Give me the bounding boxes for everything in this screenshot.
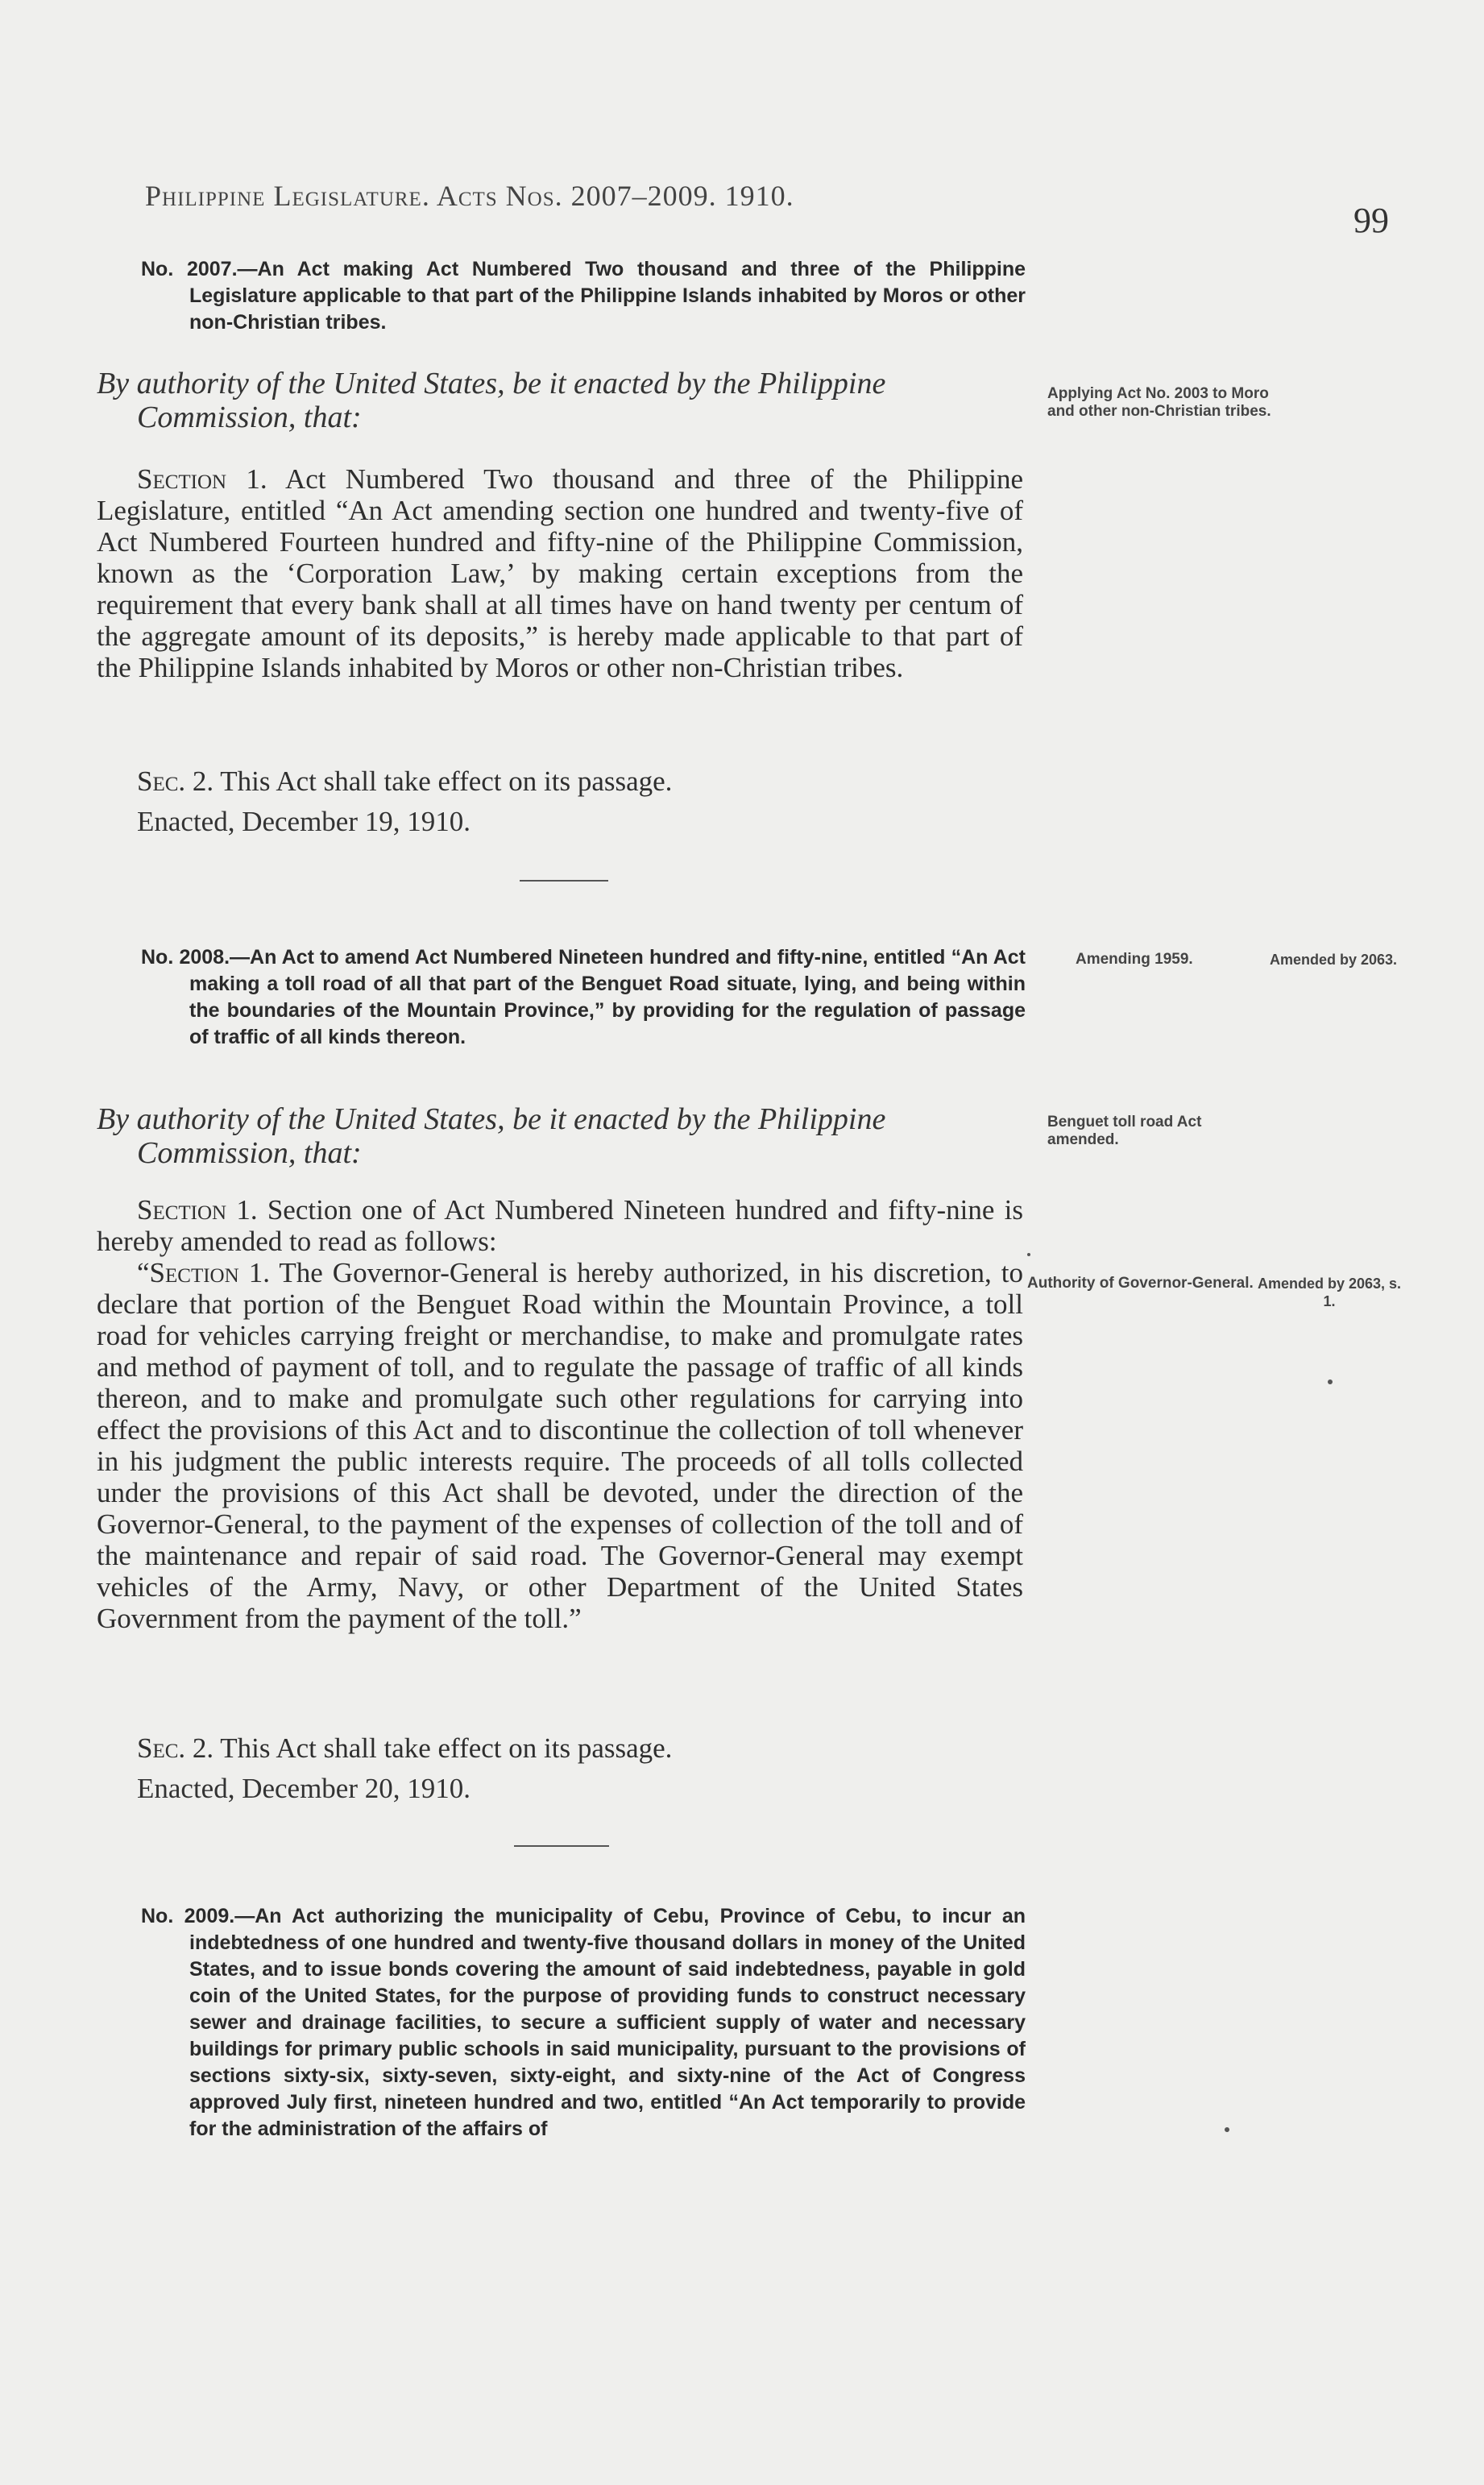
margin-note-toll-road: Benguet toll road Act amended. (1047, 1114, 1202, 1148)
act-2008-quoted-section-label: “Section 1. (137, 1257, 270, 1288)
act-2008-section-1-label: Section 1. (137, 1194, 258, 1226)
margin-note-amended-by: Amended by 2063. (1269, 952, 1398, 968)
page-number: 99 (1353, 201, 1389, 240)
section-divider (514, 1845, 609, 1847)
act-2007-authority-line1: By authority of the United States, be it enacted by the Philippine (97, 367, 886, 400)
act-2007-authority-line2: Commission, that: (137, 400, 362, 434)
act-2008-section-2-label: Sec. 2. (137, 1732, 214, 1764)
act-2007-title: —An Act making Act Numbered Two thousand and three of the Philippine Legislature applicable to that part of the Philippine Islands inhabited by Moros or other non-Christian tribes. (189, 258, 1026, 334)
act-2007-section-2 (97, 765, 1023, 797)
act-2008-enacting-clause (97, 1102, 1031, 1170)
running-header: Philippine Legislature. Acts Nos. 2007–2009. 1910. (145, 180, 794, 212)
scan-speck (1328, 1379, 1333, 1384)
act-2008-title: —An Act to amend Act Numbered Nineteen hundred and fifty-nine, entitled “An Act making a toll road of all that part of the Benguet Road situate, lying, and being within the boundaries of the Mountain Province,” by providing for the regulation of passage of traffic of all kinds thereon. (189, 946, 1026, 1048)
act-2008-title-block (141, 944, 1026, 1051)
act-2009-number: No. 2009. (141, 1905, 235, 1927)
act-2007-section-1-label: Section 1. (137, 463, 267, 495)
act-2008-section-1 (97, 1194, 1023, 1634)
act-2007-enacting-clause (97, 367, 1031, 434)
act-2009-title-block (141, 1903, 1026, 2143)
scan-speck (1027, 1253, 1030, 1256)
act-2009-title: —An Act authorizing the municipality of Cebu, Province of Cebu, to incur an indebtedness of one hundred and twenty-five thousand dollars in money of the United States, and to issue bonds covering the amount of said indebtedness, payable in gold coin of the United States, for the purpose of providing funds to construct necessary sewer and drainage facilities, to secure a sufficient supply of water and necessary buildings for primary public schools in said municipality, pursuant to the provisions of sections sixty-six, sixty-seven, sixty-eight, and sixty-nine of the Act of Congress approved July first, nineteen hundred and two, entitled “An Act temporarily to provide for the administration of the affairs of (189, 1905, 1026, 2140)
section-divider (520, 880, 608, 882)
margin-note-authority-governor: Authority of Governor-General. (1027, 1275, 1254, 1292)
act-2007-section-2-text: This Act shall take effect on its passage. (213, 765, 673, 797)
margin-note-applying: Applying Act No. 2003 to Moro and other non-Christian tribes. (1047, 385, 1271, 420)
act-2007-number: No. 2007. (141, 258, 238, 280)
act-2008-authority-line2: Commission, that: (137, 1136, 362, 1170)
act-2007-enacted-date: Enacted, December 19, 1910. (137, 806, 471, 837)
act-2008-section-2-text: This Act shall take effect on its passage. (213, 1732, 673, 1764)
act-2008-enacted-date: Enacted, December 20, 1910. (137, 1773, 471, 1804)
act-2007-section-1 (97, 463, 1023, 683)
act-2008-quoted-section-text: The Governor-General is hereby authorized, in his discretion, to declare that portion of the Benguet Road within the Mountain Province, a toll road for vehicles carrying freight or merchandise, to make and promulgate rates and method of payment of toll, and to regulate the passage of traffic of all kinds thereon, and to make and promulgate such other regulations for carrying into effect the provisions of this Act and to discontinue the collection of toll whenever in his judgment the public interests require. The proceeds of all tolls collected under the provisions of this Act shall be devoted, under the direction of the Governor-General, to the payment of the expenses of collection of the toll and of the maintenance and repair of said road. The Governor-General may exempt vehicles of the Army, Navy, or other Department of the United States Government from the payment of the toll.” (97, 1257, 1023, 1634)
act-2007-section-1-text: Act Numbered Two thousand and three of the Philippine Legislature, entitled “An Act amending section one hundred and twenty-five of Act Numbered Fourteen hundred and fifty-nine of the Philippine Commission, known as the ‘Corporation Law,’ by making certain exceptions from the requirement that every bank shall at all times have on hand twenty per centum of the aggregate amount of its deposits,” is hereby made applicable to that part of the Philippine Islands inhabited by Moros or other non-Christian tribes. (97, 463, 1023, 683)
act-2007-section-2-label: Sec. 2. (137, 765, 214, 797)
act-2008-section-2 (97, 1732, 1023, 1764)
act-2008-section-1-text: Section one of Act Numbered Nineteen hundred and fifty-nine is hereby amended to read as follows: (97, 1194, 1023, 1257)
margin-note-amending: Amending 1959. (1076, 951, 1193, 968)
scan-speck (1225, 2127, 1229, 2132)
act-2007-title-block (141, 256, 1026, 336)
act-2008-authority-line1: By authority of the United States, be it enacted by the Philippine (97, 1102, 886, 1136)
act-2008-number: No. 2008. (141, 946, 230, 969)
margin-note-amended-s1: Amended by 2063, s. 1. (1257, 1276, 1402, 1309)
